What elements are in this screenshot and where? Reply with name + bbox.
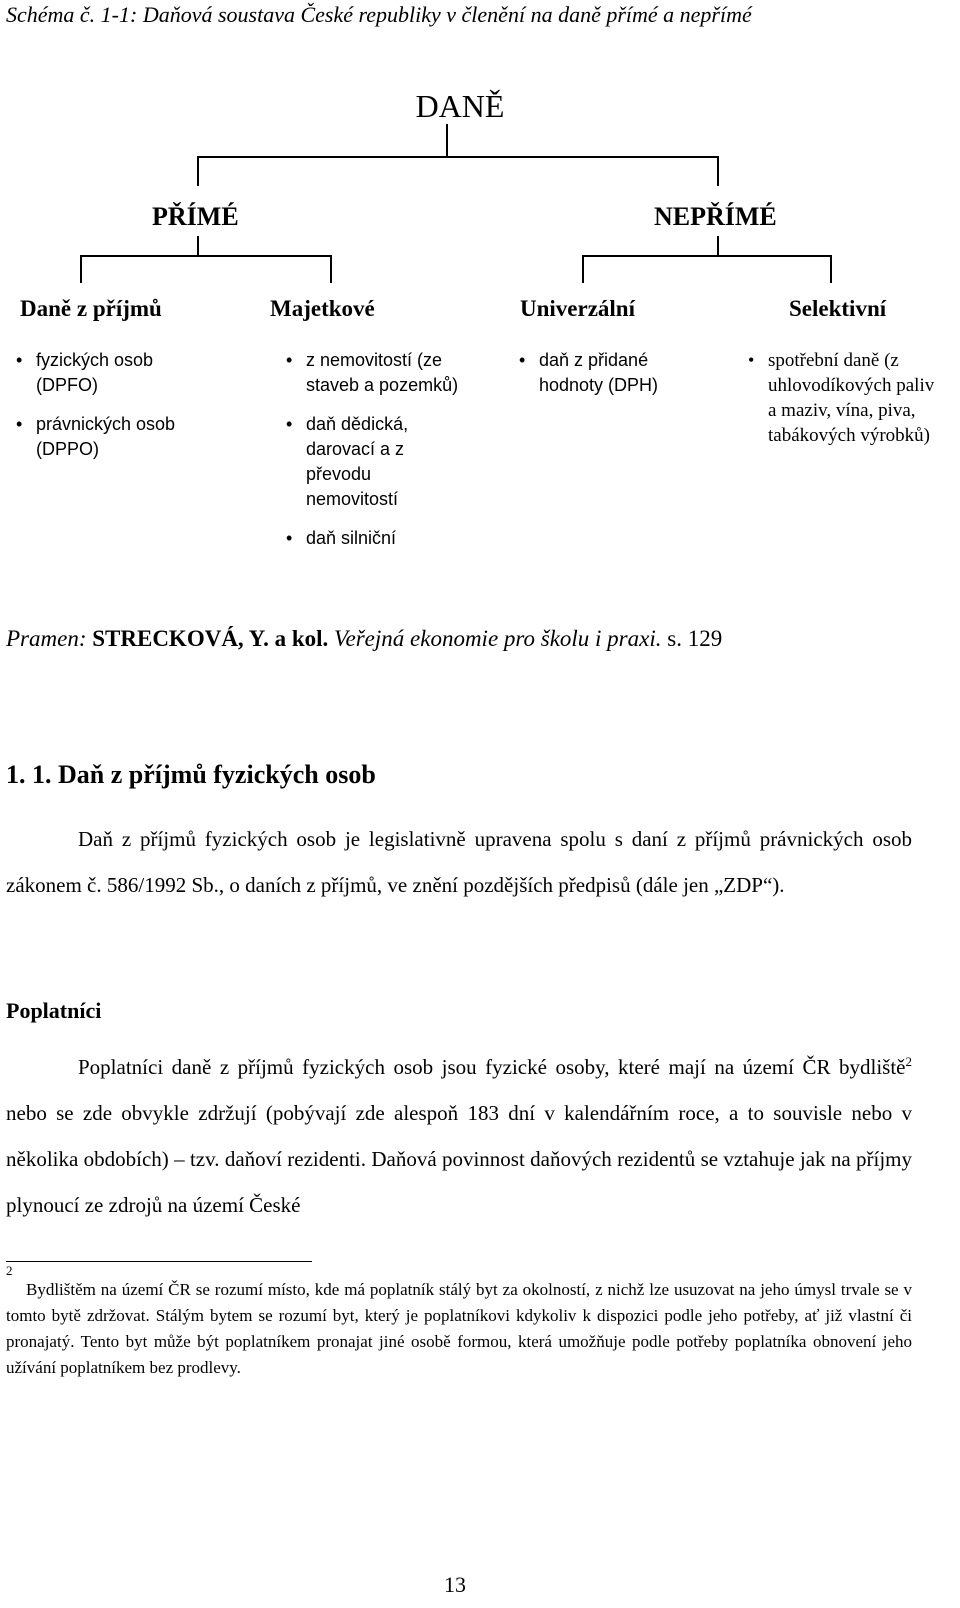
intro-paragraph (6, 816, 912, 908)
list-item: • právnických osob (DPPO) (14, 412, 204, 462)
indirect-taxes-label: NEPŘÍMÉ (654, 202, 777, 231)
category-selective-title: Selektivní (789, 296, 887, 321)
source-label: Pramen: (6, 626, 87, 651)
diagram-source (6, 626, 722, 652)
connector-line (446, 124, 448, 157)
paragraph-text-part2: nebo se zde obvykle zdržují (pobývají zde alespoň 183 dní v kalendářním roce, a to souvisle nebo v několika obdobích) – tzv. daňoví rezidenti. Daňová povinnost daňových rezidentů se vztahuje jak na příjmy plynoucí ze zdrojů na území České (6, 1101, 912, 1217)
list-item: • daň dědická, darovací a z převodu nemovitostí (284, 412, 426, 512)
direct-taxes-label: PŘÍMÉ (152, 202, 239, 231)
paragraph-text-part1: Poplatníci daně z příjmů fyzických osob jsou fyzické osoby, které mají na území ČR bydliště (78, 1055, 906, 1079)
connector-line (582, 255, 832, 257)
footnote-reference: 2 (905, 1054, 912, 1069)
taxpayers-paragraph (6, 1044, 912, 1228)
category-property-title: Majetkové (270, 296, 375, 321)
category-universal-title: Univerzální (520, 296, 635, 321)
footnote-text: Bydlištěm na území ČR se rozumí místo, kde má poplatník stálý byt za okolností, z nichž lze usuzovat na jeho úmysl trvale se v tomto bytě zdržovat. Stálým bytem se rozumí byt, který je poplatníkovi kdykoliv k dispozici podle jeho potřeby, ať již vlastní či pronajatý. Tento byt může být poplatníkem pronajat jiné osobě formou, která umožňuje podle potřeby poplatníka obnovení jeho užívání poplatníkem bez prodlevy. (6, 1280, 912, 1377)
connector-line (330, 255, 332, 283)
list-item: • fyzických osob (DPFO) (14, 348, 204, 398)
source-page: s. 129 (667, 626, 723, 651)
source-authors: STRECKOVÁ, Y. a kol. (92, 626, 329, 651)
connector-line (830, 255, 832, 283)
figure-caption: Schéma č. 1-1: Daňová soustava České republiky v členění na daně přímé a nepřímé (6, 2, 752, 27)
category-income-title: Daně z příjmů (20, 296, 162, 321)
list-item: • daň z přidané hodnoty (DPH) (517, 348, 661, 398)
connector-line (582, 255, 584, 283)
tax-system-diagram (0, 0, 960, 560)
connector-line (717, 236, 719, 256)
footnote-number: 2 (6, 1263, 13, 1278)
list-item: • z nemovitostí (ze staveb a pozemků) (284, 348, 470, 398)
connector-line (717, 156, 719, 186)
list-item: • daň silniční (284, 526, 470, 551)
list-item: • spotřební daně (z uhlovodíkových paliv a maziv, vína, piva, tabákových výrobků) (746, 348, 938, 448)
property-tax-list (284, 348, 470, 565)
income-tax-list (14, 348, 204, 476)
diagram-root-label: DANĚ (415, 88, 505, 124)
source-work: Veřejná ekonomie pro školu i praxi. (334, 626, 662, 651)
connector-line (80, 255, 82, 283)
selective-tax-list (746, 348, 938, 462)
footnote-separator (6, 1261, 312, 1262)
connector-line (197, 156, 199, 186)
universal-tax-list (517, 348, 677, 412)
page-number: 13 (444, 1572, 466, 1597)
connector-line (80, 255, 332, 257)
intro-text: Daň z příjmů fyzických osob je legislativně upravena spolu s daní z příjmů právnických osob zákonem č. 586/1992 Sb., o daních z příjmů, ve znění pozdějších předpisů (dále jen „ZDP“). (6, 827, 912, 897)
footnote-text-block (6, 1277, 912, 1381)
connector-line (197, 156, 719, 158)
connector-line (197, 236, 199, 256)
section-heading: 1. 1. Daň z příjmů fyzických osob (6, 760, 376, 789)
subsection-heading: Poplatníci (6, 998, 102, 1023)
